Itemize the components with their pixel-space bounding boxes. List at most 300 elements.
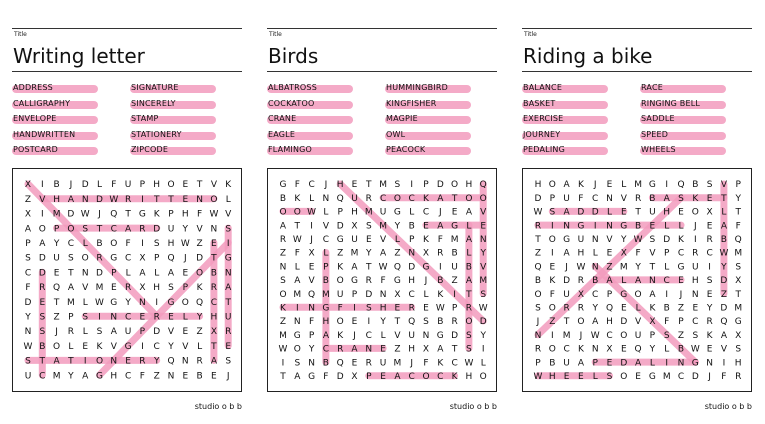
grid-letter: R <box>563 303 570 314</box>
grid-letter: T <box>68 268 74 279</box>
grid-letter: V <box>606 235 613 245</box>
grid-letter: L <box>225 194 231 205</box>
grid-letter: A <box>322 330 329 341</box>
grid-letter: N <box>591 262 599 273</box>
grid-letter: U <box>408 330 415 341</box>
grid-letter: W <box>435 303 445 314</box>
grid-letter: T <box>280 372 286 382</box>
grid-letter: O <box>67 224 75 235</box>
grid-letter: R <box>279 235 287 245</box>
grid-letter: L <box>125 268 131 279</box>
puzzle-panel-birds <box>267 0 497 424</box>
puzzle-title: Writing letter <box>13 44 145 68</box>
grid-letter: E <box>380 344 386 355</box>
letter-grid <box>12 168 242 392</box>
grid-letter: G <box>451 221 459 232</box>
grid-letter: S <box>365 303 372 314</box>
grid-letter: B <box>451 248 458 259</box>
grid-letter: G <box>96 371 103 382</box>
grid-letter: Z <box>451 276 458 287</box>
grid-letter: Y <box>649 344 656 355</box>
grid-letter: N <box>691 289 699 300</box>
grid-letter: F <box>735 221 741 232</box>
grid-letter: G <box>308 372 316 382</box>
grid-letter: E <box>308 262 315 273</box>
grid-letter: V <box>167 327 175 338</box>
grid-letter: J <box>98 209 101 220</box>
grid-letter: A <box>437 193 444 204</box>
grid-letter: L <box>380 330 386 341</box>
grid-letter: B <box>96 239 103 249</box>
grid-letter: G <box>422 262 430 273</box>
grid-letter: C <box>308 180 315 191</box>
grid-letter: V <box>480 207 487 218</box>
grid-letter: P <box>308 330 315 341</box>
grid-letter: G <box>393 207 401 218</box>
grid-letter: I <box>550 330 554 341</box>
grid-letter: L <box>394 235 400 245</box>
word-list-item: KINGFISHER <box>386 98 437 108</box>
grid-letter: T <box>649 262 656 273</box>
grid-letter: P <box>735 180 741 191</box>
title-caption: Title <box>14 31 27 38</box>
grid-letter: G <box>436 330 444 341</box>
grid-letter: F <box>380 276 386 287</box>
grid-letter: S <box>365 221 372 232</box>
grid-letter: R <box>735 372 742 382</box>
grid-letter: O <box>479 372 487 382</box>
grid-letter: Q <box>634 344 642 355</box>
grid-letter: A <box>635 358 642 369</box>
grid-letter: V <box>635 317 642 328</box>
grid-letter: S <box>225 224 232 235</box>
grid-letter: D <box>620 358 628 369</box>
grid-letter: K <box>337 262 344 273</box>
grid-letter: N <box>224 268 232 279</box>
grid-letter: R <box>465 303 473 314</box>
grid-letter: E <box>620 344 627 355</box>
grid-letter: V <box>225 209 232 220</box>
grid-letter: P <box>592 358 598 369</box>
grid-letter: M <box>662 372 671 382</box>
grid-letter: E <box>182 194 189 205</box>
grid-letter: K <box>706 330 713 341</box>
grid-letter: H <box>322 317 330 328</box>
grid-letter: H <box>548 372 556 382</box>
grid-letter: C <box>110 224 117 235</box>
grid-letter: P <box>663 248 670 259</box>
grid-letter: P <box>423 180 429 191</box>
word-list-item: BALANCE <box>523 83 563 92</box>
grid-letter: T <box>39 356 46 367</box>
grid-letter: P <box>337 207 343 218</box>
grid-letter: C <box>422 207 430 218</box>
grid-letter: B <box>592 276 599 287</box>
grid-letter: U <box>379 358 387 369</box>
grid-letter: X <box>606 344 613 355</box>
grid-letter: Y <box>53 239 60 249</box>
grid-letter: N <box>322 193 330 204</box>
word-list-item: FLAMINGO <box>268 145 313 154</box>
word-list-item: HUMMINGBIRD <box>386 83 448 92</box>
grid-letter: C <box>663 276 670 287</box>
grid-letter: A <box>649 289 656 300</box>
grid-letter: E <box>351 317 358 328</box>
grid-letter: B <box>39 341 46 352</box>
grid-letter: G <box>351 276 358 287</box>
grid-letter: N <box>379 289 387 300</box>
grid-letter: K <box>577 344 584 355</box>
puzzle-panel-riding-a-bike <box>522 0 752 424</box>
grid-letter: D <box>577 207 585 218</box>
grid-letter: C <box>677 372 685 382</box>
grid-letter: V <box>720 180 727 191</box>
grid-letter: U <box>563 289 570 300</box>
grid-letter: U <box>634 330 642 341</box>
grid-letter: E <box>82 341 89 352</box>
grid-letter: E <box>706 221 713 232</box>
grid-letter: Z <box>196 327 203 338</box>
word-list-item: CRANE <box>268 114 297 123</box>
grid-letter: L <box>82 327 88 338</box>
grid-letter: A <box>210 356 217 367</box>
grid-letter: A <box>279 221 287 232</box>
grid-letter: I <box>310 221 313 232</box>
grid-letter: V <box>82 283 89 294</box>
grid-letter: I <box>550 221 554 232</box>
grid-letter: W <box>719 248 729 259</box>
grid-letter: N <box>81 268 89 279</box>
grid-letter: J <box>536 317 540 328</box>
grid-letter: T <box>168 194 174 205</box>
grid-letter: A <box>606 276 613 287</box>
grid-letter: E <box>692 303 699 314</box>
grid-letter: P <box>111 268 117 279</box>
grid-letter: C <box>592 193 599 204</box>
grid-letter: D <box>336 221 344 232</box>
grid-letter: O <box>620 372 628 382</box>
grid-letter: S <box>68 253 74 264</box>
grid-letter: N <box>706 358 713 369</box>
grid-letter: Z <box>196 239 203 249</box>
title-top-rule <box>267 28 497 29</box>
grid-letter: V <box>394 330 401 341</box>
grid-letter: S <box>663 330 670 341</box>
grid-letter: P <box>366 372 372 382</box>
grid-letter: V <box>39 194 46 205</box>
grid-letter: B <box>437 276 444 287</box>
grid-letter: S <box>535 303 541 314</box>
grid-letter: X <box>422 248 430 259</box>
grid-letter: C <box>153 341 160 352</box>
grid-letter: V <box>196 224 203 235</box>
grid-letter: J <box>708 372 711 382</box>
grid-letter: G <box>734 317 742 328</box>
grid-letter: K <box>96 341 103 352</box>
grid-letter: D <box>720 303 728 314</box>
grid-letter: M <box>634 180 642 191</box>
grid-letter: A <box>53 356 60 367</box>
grid-letter: D <box>436 180 444 191</box>
puzzle-panel-writing-letter <box>12 0 242 424</box>
grid-letter: N <box>110 356 118 367</box>
grid-letter: I <box>708 262 711 273</box>
grid-letter: E <box>606 358 613 369</box>
grid-letter: T <box>451 344 458 355</box>
grid-letter: H <box>691 276 699 287</box>
grid-letter: R <box>337 344 344 355</box>
grid-letter: E <box>706 344 713 355</box>
grid-letter: I <box>722 358 726 369</box>
grid-letter: R <box>124 194 132 205</box>
grid-letter: E <box>351 358 358 369</box>
word-list-item: JOURNEY <box>523 129 561 139</box>
grid-letter: D <box>196 253 204 264</box>
grid-letter: J <box>183 253 187 264</box>
word-list-item: HANDWRITTEN <box>13 129 76 139</box>
grid-letter: C <box>437 372 444 382</box>
grid-letter: F <box>294 180 300 191</box>
grid-letter: I <box>40 209 44 220</box>
grid-letter: A <box>720 330 727 341</box>
grid-letter: F <box>578 193 584 204</box>
grid-letter: H <box>577 248 585 259</box>
grid-letter: Q <box>336 358 344 369</box>
grid-letter: S <box>294 358 301 369</box>
grid-letter: D <box>153 327 161 338</box>
grid-letter: E <box>351 180 358 191</box>
grid-letter: Y <box>706 303 713 314</box>
grid-letter: S <box>39 327 46 338</box>
grid-letter: L <box>68 341 74 352</box>
grid-letter: F <box>423 358 429 369</box>
grid-letter: P <box>535 358 541 369</box>
grid-letter: L <box>82 239 88 249</box>
grid-letter: U <box>577 235 585 245</box>
grid-letter: K <box>549 276 556 287</box>
grid-letter: L <box>309 193 315 204</box>
grid-letter: O <box>465 317 473 328</box>
grid-letter: P <box>139 327 146 338</box>
grid-letter: S <box>168 283 174 294</box>
grid-letter: E <box>394 303 401 314</box>
grid-letter: E <box>39 297 46 308</box>
grid-letter: B <box>53 180 60 191</box>
grid-letter: O <box>548 303 556 314</box>
grid-letter: D <box>153 224 161 235</box>
grid-letter: N <box>210 224 218 235</box>
grid-letter: O <box>181 297 189 308</box>
grid-letter: O <box>336 276 344 287</box>
grid-letter: D <box>663 235 671 245</box>
grid-letter: H <box>465 180 473 191</box>
grid-letter: C <box>322 235 330 245</box>
grid-letter: L <box>423 289 429 300</box>
grid-letter: E <box>182 268 189 279</box>
grid-letter: C <box>24 268 32 279</box>
letter-grid-canvas <box>523 169 753 393</box>
grid-letter: W <box>378 262 388 273</box>
grid-letter: M <box>350 248 359 259</box>
grid-letter: T <box>394 317 401 328</box>
grid-letter: J <box>579 330 583 341</box>
grid-letter: Z <box>549 317 556 328</box>
grid-letter: I <box>481 344 485 355</box>
grid-letter: W <box>690 344 700 355</box>
grid-letter: Q <box>53 283 61 294</box>
grid-letter: A <box>351 344 358 355</box>
grid-letter: N <box>308 358 315 369</box>
grid-letter: G <box>677 262 685 273</box>
grid-letter: D <box>96 194 103 205</box>
grid-letter: M <box>52 371 61 382</box>
grid-letter: W <box>478 303 488 314</box>
grid-letter: P <box>649 330 656 341</box>
grid-letter: P <box>606 289 613 300</box>
grid-letter: O <box>293 344 301 355</box>
grid-letter: T <box>535 235 541 245</box>
grid-letter: V <box>182 341 189 352</box>
grid-letter: U <box>24 371 32 382</box>
grid-letter: R <box>210 283 218 294</box>
grid-letter: W <box>180 239 190 249</box>
grid-letter: T <box>721 193 727 204</box>
grid-letter: O <box>422 372 430 382</box>
grid-letter: H <box>53 194 60 205</box>
grid-letter: N <box>293 317 301 328</box>
grid-letter: B <box>322 358 329 369</box>
grid-letter: S <box>39 312 46 323</box>
grid-letter: M <box>562 330 571 341</box>
grid-letter: L <box>197 341 203 352</box>
grid-letter: I <box>141 194 144 205</box>
grid-letter: N <box>606 193 613 204</box>
grid-letter: R <box>39 283 46 294</box>
grid-letter: V <box>480 262 487 273</box>
grid-letter: M <box>379 180 387 191</box>
grid-letter: L <box>721 207 727 218</box>
grid-letter: W <box>95 297 104 308</box>
grid-letter: N <box>81 194 89 205</box>
grid-letter: A <box>125 224 132 235</box>
grid-letter: E <box>706 193 713 204</box>
grid-letter: Y <box>721 262 727 273</box>
letter-grid <box>267 168 497 392</box>
grid-letter: X <box>210 327 217 338</box>
grid-letter: D <box>479 317 487 328</box>
grid-letter: R <box>534 221 542 232</box>
grid-letter: Z <box>53 312 60 323</box>
grid-letter: Y <box>394 221 401 232</box>
grid-letter: B <box>692 180 699 191</box>
grid-letter: A <box>563 248 570 259</box>
word-list <box>12 83 242 163</box>
grid-letter: D <box>81 180 89 191</box>
grid-letter: E <box>578 372 584 382</box>
grid-letter: A <box>663 193 670 204</box>
grid-letter: U <box>692 262 699 273</box>
grid-letter: X <box>577 289 584 300</box>
grid-letter: N <box>181 356 189 367</box>
grid-letter: N <box>591 344 599 355</box>
grid-letter: G <box>648 180 656 191</box>
grid-letter: O <box>634 289 642 300</box>
grid-letter: R <box>577 276 585 287</box>
grid-letter: T <box>196 180 203 191</box>
grid-letter: L <box>409 207 415 218</box>
grid-letter: J <box>69 180 73 191</box>
grid-letter: D <box>24 297 32 308</box>
grid-letter: J <box>55 327 58 338</box>
grid-letter: Z <box>720 289 727 300</box>
grid-letter: T <box>68 356 74 367</box>
letter-grid-canvas <box>13 169 243 393</box>
grid-letter: F <box>549 289 555 300</box>
word-list-item: PEACOCK <box>386 145 426 154</box>
grid-letter: Z <box>394 248 401 259</box>
grid-letter: E <box>225 341 232 352</box>
grid-letter: G <box>110 253 118 264</box>
grid-letter: M <box>364 207 373 218</box>
grid-letter: O <box>95 356 104 367</box>
grid-letter: F <box>25 283 31 294</box>
grid-letter: H <box>351 207 358 218</box>
grid-letter: R <box>534 344 542 355</box>
grid-letter: Q <box>167 253 175 264</box>
grid-letter: R <box>196 356 203 367</box>
grid-letter: O <box>548 235 556 245</box>
grid-letter: Q <box>408 317 416 328</box>
grid-letter: L <box>678 221 684 232</box>
puzzle-title: Birds <box>268 44 319 68</box>
grid-letter: Z <box>279 248 287 259</box>
grid-letter: E <box>211 371 217 382</box>
grid-letter: U <box>563 358 570 369</box>
grid-letter: T <box>225 297 231 308</box>
grid-letter: N <box>408 248 416 259</box>
grid-letter: Z <box>534 248 542 259</box>
grid-letter: G <box>224 253 232 264</box>
grid-letter: N <box>196 194 203 205</box>
grid-letter: V <box>380 235 387 245</box>
grid-letter: R <box>139 224 146 235</box>
grid-letter: G <box>138 209 146 220</box>
grid-letter: H <box>167 239 175 249</box>
grid-letter: H <box>606 317 613 328</box>
grid-letter: E <box>182 371 189 382</box>
grid-letter: V <box>308 276 315 287</box>
grid-letter: E <box>635 372 641 382</box>
grid-letter: K <box>437 358 444 369</box>
grid-letter: Y <box>592 303 598 314</box>
grid-letter: D <box>591 207 599 218</box>
grid-letter: L <box>323 248 329 259</box>
word-list <box>267 83 497 163</box>
grid-letter: G <box>124 341 132 352</box>
grid-letter: B <box>279 193 287 204</box>
grid-letter: H <box>336 180 344 191</box>
grid-letter: H <box>181 209 189 220</box>
grid-letter: H <box>534 180 542 191</box>
grid-letter: P <box>408 235 415 245</box>
grid-letter: O <box>548 344 556 355</box>
grid-letter: N <box>606 221 613 232</box>
grid-letter: Z <box>279 317 287 328</box>
grid-letter: E <box>480 221 487 232</box>
grid-letter: Q <box>308 289 316 300</box>
grid-letter: T <box>735 289 741 300</box>
grid-letter: C <box>124 312 132 323</box>
